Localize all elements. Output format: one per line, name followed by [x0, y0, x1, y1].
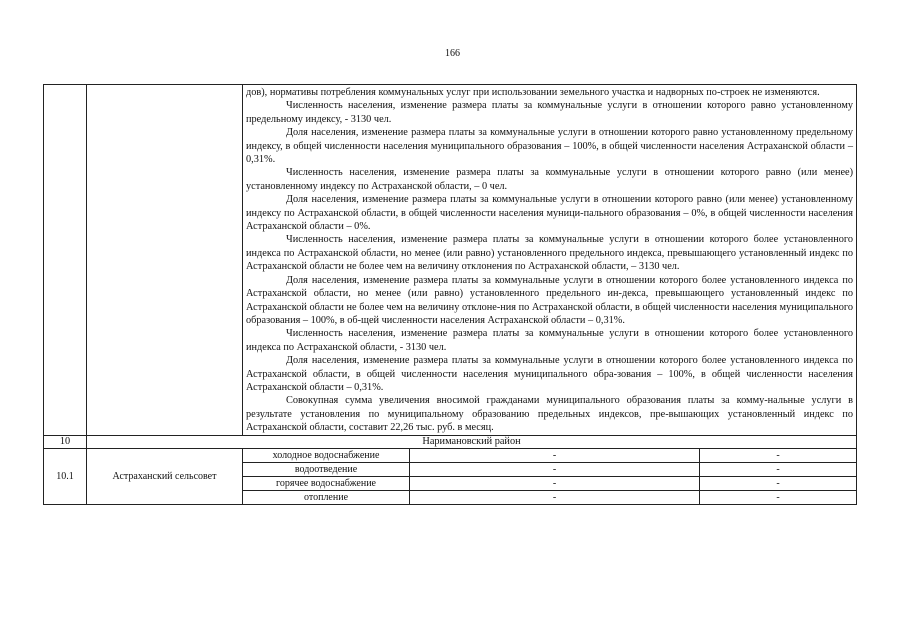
district-name: Наримановский район	[87, 435, 857, 448]
service-value: -	[410, 476, 700, 490]
paragraph: дов), нормативы потребления коммунальных услуг при использовании земельного участка и надворных по-строек не изменяются.	[246, 87, 820, 98]
service-value: -	[700, 476, 857, 490]
service-value: -	[700, 448, 857, 462]
table-row	[44, 448, 857, 462]
service-name: водоотведение	[243, 462, 410, 476]
paragraph: Доля населения, изменение размера платы за коммунальные услуги в отношении которого более установленного индекса по Астраханской области, в общей численности населения муниципального обра-зования – 100%, в общей численности населения Астраханской области – 0,31%.	[246, 355, 854, 393]
page-number: 166	[445, 48, 460, 59]
paragraph: Доля населения, изменение размера платы за коммунальные услуги в отношении которого более установленного индекса по Астраханской области, но менее (или равно) установленного предельного ин-декса, превышающего установленный индекс по Астраханской области не более чем на величину отклоне-ния по Астраханской области, в общей численности населения муниципального образования – 100%, в об-щей численности населения Астраханской области – 0,31%.	[246, 274, 854, 326]
paragraph: Численность населения, изменение размера платы за коммунальные услуги в отношении которого равно установленному предельному индексу, - 3130 чел.	[246, 100, 854, 125]
service-value: -	[410, 462, 700, 476]
paragraph: Численность населения, изменение размера платы за коммунальные услуги в отношении которого равно (или менее) установленному индексу по Астраханской области, – 0 чел.	[246, 167, 854, 192]
district-row	[44, 435, 857, 448]
service-value: -	[700, 490, 857, 504]
district-number: 10	[44, 435, 87, 448]
paragraph: Совокупная сумма увеличения вносимой гражданами муниципального образования платы за комму-нальные услуги в результате установления по муниципальному образованию предельных индексов, пре-вышающих установленный индекс по Астраханской области, составит 22,26 тыс. руб. в месяц.	[246, 395, 854, 434]
paragraph: Численность населения, изменение размера платы за коммунальные услуги в отношении которого более установленного индекса по Астраханской области, - 3130 чел.	[246, 328, 854, 353]
paragraph: Доля населения, изменение размера платы за коммунальные услуги в отношении которого равно установленному предельному индексу, в общей численности населения муниципального образования – 100%, в общей численности населения Астраханской области – 0,31%.	[246, 127, 854, 166]
subdistrict-number: 10.1	[44, 448, 87, 504]
service-name: отопление	[243, 490, 410, 504]
service-name: холодное водоснабжение	[243, 448, 410, 462]
paragraph: Численность населения, изменение размера платы за коммунальные услуги в отношении которого более установленного индекса по Астраханской области, но менее (или равно) установленного предельного индекса, превышающего установленный индекс по Астраханской области не более чем на величину отклонения по Астраханской области, – 3130 чел.	[246, 234, 854, 273]
continuation-row	[44, 85, 857, 436]
tariff-table	[43, 84, 857, 505]
row-number-cell	[44, 85, 87, 436]
subdistrict-name: Астраханский сельсовет	[87, 448, 243, 504]
municipality-cell	[87, 85, 243, 436]
service-value: -	[410, 448, 700, 462]
service-name: горячее водоснабжение	[243, 476, 410, 490]
service-value: -	[700, 462, 857, 476]
continuation-text-cell	[243, 85, 857, 436]
service-value: -	[410, 490, 700, 504]
paragraph: Доля населения, изменение размера платы за коммунальные услуги в отношении которого равно (или менее) установленному индексу по Астраханской области, в общей численности населения муници-пального образования – 0%, в общей численности населения Астраханской области – 0%.	[246, 194, 854, 233]
